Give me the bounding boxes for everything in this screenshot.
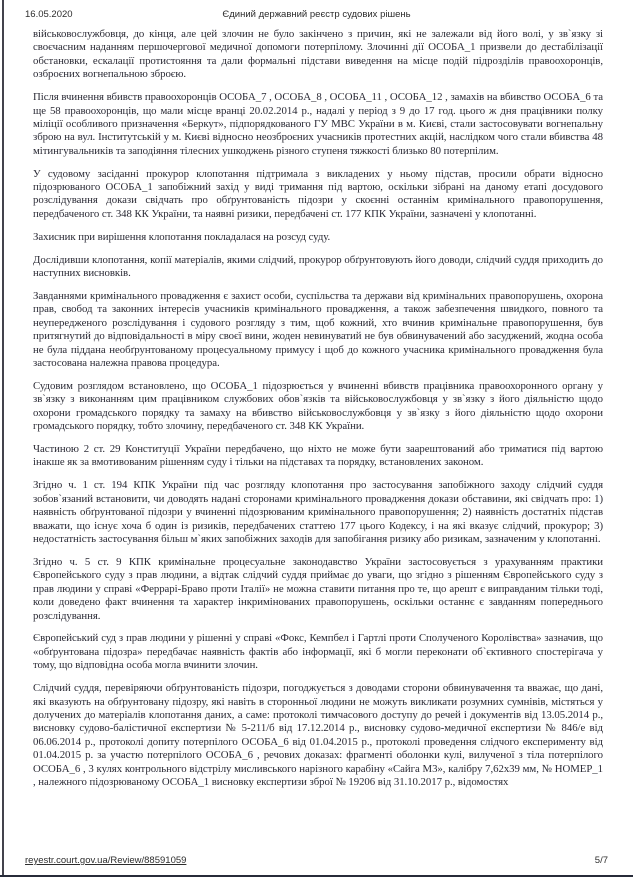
paragraph-defender-position: Захисник при вирішення клопотання покладалася на розсуд суду. — [33, 230, 331, 243]
paragraph-prosecutor-motion: У судовому засіданні прокурор клопотання підтримала з викладених у ньому підстав, просили обрати відносно підозрюваного ОСОБА_1 запобіжний захід у виді тримання під вартою, оскільки зібрані на даному етапі досудового розслідування докази свідчать про обґрунтованість підозри у скоєнні останнім кримінального правопорушення, передбаченого ст. 348 КК України, та наявні ризики, передбачені ст. 177 КПК України, зазначені у клопотанні. — [33, 167, 603, 220]
print-header — [25, 9, 608, 23]
paragraph-constitution-article-29: Частиною 2 ст. 29 Конституції України передбачено, що ніхто не може бути заарештований або триматися під вартою інакше як за вмотивованим рішенням суду і тільки на підставах та порядку, встановлених законом. — [33, 443, 603, 469]
print-date: 16.05.2020 — [25, 9, 73, 20]
paragraph-criminal-proceedings-tasks: Завданнями кримінального провадження є захист особи, суспільства та держави від кримінальних правопорушень, охорона прав, свобод та законних інтересів учасників кримінального провадження, а також забезпечення швидкого, повного та неупередженого розслідування і судового розгляду з тим, щоб кожний, хто вчинив кримінальне правопорушення, був притягнутий до відповідальності в міру своєї вини, жоден невинуватий не був обвинувачений або засуджений, жодна особа не була піддана необґрунтованому процесуальному примусу і щоб до кожного учасника кримінального провадження була застосована належна правова процедура. — [33, 290, 603, 370]
page-title: Єдиний державний реєстр судових рішень — [222, 9, 411, 20]
paragraph-echr-fox-campbell: Європейський суд з прав людини у рішенні у справі «Фокс, Кемпбел і Гартлі проти Сполученого Королівства» зазначив, що «обґрунтована підозра» передбачає наявність фактів або інформації, які б могли переконати об`єктивного спостерігача у тому, що відповідна особа могла вчинити злочин. — [33, 632, 603, 672]
page-number: 5/7 — [594, 855, 608, 866]
paragraph-court-findings: Судовим розглядом встановлено, що ОСОБА_1 підозрюється у вчиненні вбивств працівника правоохоронного органу у зв`язку з виконанням цим працівником службових обов`язків та військовослужбовця у зв`язку з його діяльністю щодо охорони громадського порядку та замаху на вбивство військовослужбовця у зв`язку з його діяльністю щодо охорони громадського порядку, тобто злочину, передбаченого ст. 348 КК України. — [33, 379, 603, 433]
paragraph-evidence-list: Слідчий суддя, перевіряючи обґрунтованість підозри, погоджується з доводами сторони обвинувачення та вважає, що дані, які вказують на обґрунтовану підозру, які навіть в сторонньої людини не можуть викликати розумних сумнівів, містяться у долучених до матеріалів клопотання даних, а саме: протоколі тимчасового доступу до речей і документів від 13.05.2014 р., висновку судово-балістичної експертизи № 5-211/б від 17.12.2014 р., висновку судово-медичної експертизи № 846/е від 06.06.2014 р., протоколі допиту потерпілого ОСОБА_6 від 01.04.2015 р., протоколі проведення слідчого експерименту від 01.04.2015 р. за участю потерпілого ОСОБА_6 , речових доказах: фрагменті оболонки кулі, вилученої з тіла потерпілого ОСОБА_6 , 3 кулях контрольного відстрілу мисливського нарізного карабіну «Сайга М3», калібру 7,62х39 мм, № НОМЕР_1 , належного підозрюваному ОСОБА_1 висновку експертизи зброї № 19206 від 31.10.2017 р., відомостях — [33, 682, 603, 788]
paragraph-berkut-shootings: Після вчинення вбивств правоохоронців ОСОБА_7 , ОСОБА_8 , ОСОБА_11 , ОСОБА_12 , замахів на вбивство ОСОБА_6 та ще 58 правоохоронців, що мали місце вранці 20.02.2014 р., надалі у період з 9 до 17 год. цього ж дня працівники полку міліції особливого призначення «Беркут», підпорядкованого ГУ МВС України в м. Києві, стали застосовувати вогнепальну зброю на вул. Інститутській у м. Києві відносно неозброєних учасників протестних акцій, наслідком чого стали вбивства 48 мітингувальників та заподіяння тілесних ушкоджень різного ступеня тяжкості близько 80 потерпілим. — [33, 91, 603, 157]
paragraph-echr-ferrari-bravo: Згідно ч. 5 ст. 9 КПК кримінальне процесуальне законодавство України застосовується з урахуванням практики Європейського суду з прав людини, а відтак слідчий суддя приймає до уваги, що згідно з рішенням Європейського суду з прав людини у справі «Феррарі-Браво проти Італії» не можна ставити питання про те, що арешт є виправданим тільки тоді, коли доведено факт вчинення та характер інкримінованих правопорушень, оскільки останнє є завданням попереднього розслідування. — [33, 555, 603, 622]
document-body — [33, 28, 603, 799]
paragraph-continuation-crime-not-finished: військовослужбовця, до кінця, але цей злочин не було закінчено з причин, які не залежали від його волі, у зв`язку зі своєчасним наданням першочергової медичної допомоги потерпілому. Злочинні дії ОСОБА_1 призвели до дестабілізації обстановки, ескалації протистояння та дали формальні підстави виведення на місце подій підрозділів правоохоронців, озброєних вогнепальною зброєю. — [33, 28, 603, 81]
print-footer — [25, 855, 608, 868]
paragraph-judge-review: Дослідивши клопотання, копії матеріалів, якими слідчий, прокурор обґрунтовують його доводи, слідчий суддя приходить до наступних висновків. — [33, 253, 603, 280]
window-left-edge — [2, 0, 4, 877]
footer-url-link[interactable]: reyestr.court.gov.ua/Review/88591059 — [25, 855, 187, 866]
paragraph-cpc-article-194: Згідно ч. 1 ст. 194 КПК України під час розгляду клопотання про застосування запобіжного заходу слідчий суддя зобов`язаний встановити, чи доводять надані сторонами кримінального провадження докази обставини, які свідчать про: 1) наявність обґрунтованої підозри у вчиненні підозрюваним кримінального правопорушення; 2) наявність достатніх підстав вважати, що існує хоча б один із ризиків, передбачених статтею 177 цього Кодексу, і на які вказує слідчий, прокурор; 3) недостатність застосування більш м`яких запобіжних заходів для запобігання ризику або ризикам, зазначеним у клопотанні. — [33, 479, 603, 545]
